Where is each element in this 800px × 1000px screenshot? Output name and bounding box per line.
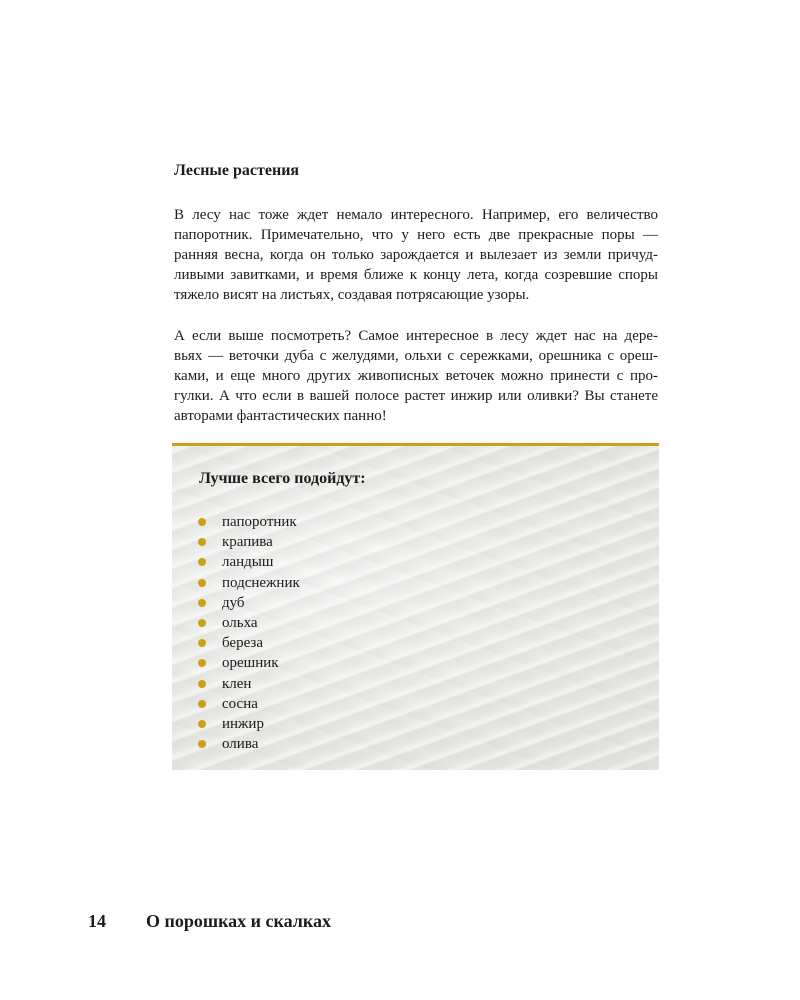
text-line: авторами фантастических панно! bbox=[174, 408, 387, 424]
list-item bbox=[198, 653, 300, 673]
text-line: тяжело висят на листьях, создавая потрясающие узоры. bbox=[174, 287, 530, 303]
list-item-label: папоротник bbox=[222, 514, 297, 530]
list-item-label: береза bbox=[222, 635, 264, 652]
page-number: 14 bbox=[88, 911, 106, 931]
list-item-label: клен bbox=[222, 675, 252, 692]
list-item bbox=[198, 532, 300, 552]
plant-list bbox=[198, 512, 300, 754]
paragraph-forest-fern bbox=[174, 205, 658, 305]
list-item bbox=[198, 552, 300, 572]
bullet-icon bbox=[198, 538, 206, 546]
list-item-label: ольха bbox=[222, 614, 258, 631]
text-line: ками, и еще много других живописных веточек можно принести с про- bbox=[174, 368, 658, 384]
list-item-label: сосна bbox=[222, 695, 258, 712]
text-line: В лесу нас тоже ждет немало интересного. Например, его величество bbox=[174, 207, 658, 223]
list-item-label: ландыш bbox=[222, 554, 274, 571]
list-item bbox=[198, 613, 300, 633]
text-line: А если выше посмотреть? Самое интересное в лесу ждет нас на дере- bbox=[174, 328, 658, 344]
bullet-icon bbox=[198, 659, 206, 667]
recommended-plants-box bbox=[172, 443, 659, 770]
list-item bbox=[198, 714, 300, 734]
text-line: гулки. А что если в вашей полосе растет инжир или оливки? Вы станете bbox=[174, 388, 658, 404]
section-title: Лесные растения bbox=[174, 162, 300, 179]
paragraph-tree-branches bbox=[174, 326, 658, 426]
sidebar-title: Лучше всего подойдут: bbox=[199, 470, 366, 487]
text-line: вьях — веточки дуба с желудями, ольхи с сережками, орешника с ореш- bbox=[174, 348, 658, 364]
list-item-label: орешник bbox=[222, 655, 279, 672]
text-line: папоротник. Примечательно, что у него есть две прекрасные поры — bbox=[174, 227, 658, 243]
bullet-icon bbox=[198, 558, 206, 566]
list-item bbox=[198, 694, 300, 714]
list-item bbox=[198, 512, 300, 532]
bullet-icon bbox=[198, 720, 206, 728]
bullet-icon bbox=[198, 619, 206, 627]
list-item-label: крапива bbox=[222, 534, 273, 551]
bullet-icon bbox=[198, 599, 206, 607]
bullet-icon bbox=[198, 700, 206, 708]
bullet-icon bbox=[198, 740, 206, 748]
list-item-label: дуб bbox=[222, 594, 245, 611]
text-line: ливыми завитками, и время ближе к концу лета, когда созревшие споры bbox=[174, 267, 658, 283]
bullet-icon bbox=[198, 639, 206, 647]
list-item-label: олива bbox=[222, 736, 259, 753]
bullet-icon bbox=[198, 680, 206, 688]
bullet-icon bbox=[198, 579, 206, 587]
bullet-icon bbox=[198, 518, 206, 526]
list-item bbox=[198, 593, 300, 613]
list-item bbox=[198, 674, 300, 694]
chapter-title: О порошках и скалках bbox=[146, 911, 331, 931]
list-item bbox=[198, 573, 300, 593]
list-item bbox=[198, 734, 300, 754]
text-line: ранняя весна, когда он только зарождается и вылезает из земли причуд- bbox=[174, 247, 658, 263]
list-item-label: инжир bbox=[222, 715, 264, 732]
list-item bbox=[198, 633, 300, 653]
list-item-label: подснежник bbox=[222, 574, 300, 591]
